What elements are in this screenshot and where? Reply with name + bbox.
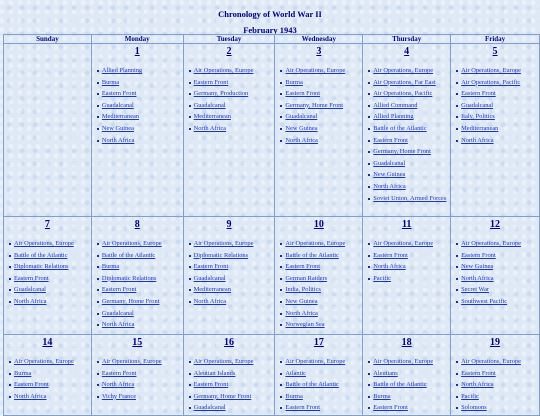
day-number-link[interactable]: 3: [316, 46, 322, 57]
topic-link[interactable]: Eastern Front: [373, 136, 408, 144]
topic-item: [451, 100, 539, 112]
topic-link[interactable]: Burma: [101, 78, 120, 86]
topic-link[interactable]: Burma: [285, 78, 303, 86]
topic-link[interactable]: North Africa: [461, 381, 494, 389]
weekday-header-thursday: Thursday: [363, 35, 451, 44]
topic-link[interactable]: Air Operations, Europe: [193, 67, 254, 74]
topic-item: [275, 308, 362, 320]
topic-link[interactable]: Battle of the Atlantic: [101, 251, 156, 259]
topic-item: [363, 100, 450, 112]
topic-item: [184, 296, 275, 308]
topic-item: [275, 123, 362, 135]
topic-link[interactable]: North Africa: [193, 124, 227, 132]
topic-item: [92, 319, 183, 331]
topic-item: [275, 296, 362, 308]
page-title: Chronology of World War II: [218, 9, 322, 19]
topic-item: [451, 296, 539, 308]
topic-item: [92, 261, 183, 273]
topic-link[interactable]: North Africa: [14, 392, 47, 400]
topic-link[interactable]: Air Operations, Europe: [461, 240, 521, 247]
topic-link[interactable]: Air Operations, Europe: [101, 358, 162, 365]
topic-link[interactable]: Battle of the Atlantic: [285, 381, 339, 389]
topic-link[interactable]: Germany, Home Front: [101, 297, 160, 305]
topic-list: [4, 232, 91, 308]
topic-link[interactable]: New Guinea: [101, 124, 134, 132]
topic-item: [92, 368, 183, 380]
topic-link[interactable]: Secret War: [461, 286, 490, 294]
topic-item: [363, 368, 450, 380]
topic-item: [451, 238, 539, 250]
topic-item: [4, 296, 91, 308]
topic-item: [184, 65, 275, 77]
topic-link[interactable]: Atlantic: [285, 369, 307, 377]
topic-list: [92, 59, 183, 146]
topic-link[interactable]: Air Operations, Far East: [373, 78, 436, 86]
day-cell: [4, 335, 92, 416]
topic-item: [184, 100, 275, 112]
topic-item: [275, 238, 362, 250]
topic-item: [451, 273, 539, 285]
topic-item: [4, 250, 91, 262]
topic-link[interactable]: Battle of the Atlantic: [285, 251, 339, 259]
topic-link[interactable]: Eastern Front: [285, 404, 321, 412]
weekday-header-row: [4, 35, 540, 44]
topic-link[interactable]: Guadalcanal: [193, 404, 226, 412]
topic-link[interactable]: Pacific: [373, 274, 391, 282]
topic-link[interactable]: Mediterranean: [193, 286, 231, 294]
topic-item: [363, 391, 450, 403]
month-heading: February 1943: [243, 25, 297, 35]
topic-link[interactable]: Diplomatic Relations: [14, 263, 69, 271]
topic-link[interactable]: German Raiders: [285, 274, 328, 282]
topic-item: [451, 368, 539, 380]
topic-item: [184, 77, 275, 89]
topic-link[interactable]: Guadalcanal: [14, 286, 46, 294]
topic-item: [92, 123, 183, 135]
topic-item: [92, 65, 183, 77]
topic-link[interactable]: Eastern Front: [101, 90, 137, 98]
topic-link[interactable]: Eastern Front: [373, 404, 408, 412]
topic-item: [363, 261, 450, 273]
day-cell: [183, 335, 275, 416]
topic-item: [184, 391, 275, 403]
topic-item: [275, 319, 362, 331]
topic-item: [451, 250, 539, 262]
topic-link[interactable]: Diplomatic Relations: [101, 274, 157, 282]
topic-link[interactable]: Allied Command: [373, 101, 418, 109]
topic-link[interactable]: Allied Planning: [101, 67, 143, 74]
topic-link[interactable]: Pacific: [461, 392, 479, 400]
topic-link[interactable]: Air Operations, Europe: [373, 67, 434, 74]
topic-item: [184, 88, 275, 100]
topic-link[interactable]: Diplomatic Relations: [193, 251, 249, 259]
topic-link[interactable]: Germany, Home Front: [373, 148, 431, 156]
topic-item: [4, 356, 91, 368]
topic-item: [451, 77, 539, 89]
topic-item: [451, 135, 539, 147]
topic-link[interactable]: North Africa: [101, 381, 135, 389]
topic-link[interactable]: Eastern Front: [101, 286, 137, 294]
day-cell: [451, 44, 540, 217]
topic-link[interactable]: Air Operations, Europe: [193, 358, 254, 365]
topic-item: [275, 356, 362, 368]
topic-link[interactable]: Italy, Politics: [461, 113, 495, 121]
day-number-link[interactable]: 16: [224, 337, 235, 348]
topic-link[interactable]: Air Operations, Pacific: [373, 90, 433, 98]
topic-item: [92, 88, 183, 100]
topic-link[interactable]: North Africa: [285, 309, 318, 317]
topic-link[interactable]: North Africa: [373, 263, 406, 271]
topic-link[interactable]: Air Operations, Europe: [285, 67, 346, 74]
topic-link[interactable]: New Guinea: [285, 124, 318, 132]
day-cell: [275, 217, 363, 335]
day-cell: [363, 44, 451, 217]
topic-link[interactable]: Germany, Home Front: [193, 392, 252, 400]
topic-item: [275, 77, 362, 89]
topic-link[interactable]: Eastern Front: [461, 369, 496, 377]
topic-list: [363, 59, 450, 202]
topic-link[interactable]: Air Operations, Europe: [14, 240, 74, 247]
topic-item: [184, 111, 275, 123]
topic-item: [92, 308, 183, 320]
topic-list: [451, 232, 539, 308]
topic-item: [451, 402, 539, 414]
topic-item: [363, 123, 450, 135]
day-number-link[interactable]: 5: [492, 46, 498, 57]
topic-list: [275, 350, 362, 414]
topic-item: [184, 402, 275, 414]
day-number-link[interactable]: 8: [134, 219, 140, 230]
topic-item: [184, 238, 275, 250]
topic-item: [92, 238, 183, 250]
topic-link[interactable]: Guadalcanal: [101, 309, 134, 317]
topic-link[interactable]: Eastern Front: [193, 381, 229, 389]
topic-link[interactable]: Eastern Front: [101, 369, 137, 377]
topic-link[interactable]: Air Operations, Europe: [461, 358, 521, 365]
topic-item: [363, 181, 450, 193]
topic-item: [275, 402, 362, 414]
topic-link[interactable]: Aleutian Islands: [193, 369, 236, 377]
topic-item: [92, 135, 183, 147]
week-row: [4, 44, 540, 217]
topic-item: [4, 284, 91, 296]
topic-item: [92, 100, 183, 112]
topic-link[interactable]: New Guinea: [461, 263, 494, 271]
topic-link[interactable]: Southwest Pacific: [461, 297, 508, 305]
topic-link[interactable]: Solomons: [461, 404, 487, 412]
topic-item: [92, 111, 183, 123]
topic-item: [184, 356, 275, 368]
topic-list: [184, 232, 275, 308]
topic-list: [4, 350, 91, 402]
day-cell: [363, 335, 451, 416]
topic-link[interactable]: Mediterranean: [193, 113, 231, 121]
topic-link[interactable]: New Guinea: [285, 297, 318, 305]
topic-link[interactable]: Burma: [285, 392, 303, 400]
day-number-link[interactable]: 1: [134, 46, 140, 57]
topic-link[interactable]: Soviet Union, Armed Forces: [373, 194, 447, 202]
topic-link[interactable]: Mediterranean: [461, 124, 499, 132]
topic-item: [92, 273, 183, 285]
topic-item: [92, 356, 183, 368]
weekday-header-friday: Friday: [451, 35, 540, 44]
day-number-link[interactable]: 7: [44, 219, 50, 230]
topic-link[interactable]: North Africa: [101, 136, 135, 144]
topic-link[interactable]: North Africa: [285, 136, 318, 144]
topic-item: [275, 250, 362, 262]
topic-list: [184, 350, 275, 414]
topic-link[interactable]: Guadalcanal: [285, 113, 318, 121]
day-number-link[interactable]: 4: [404, 46, 410, 57]
topic-link[interactable]: Air Operations, Europe: [14, 358, 74, 365]
day-number-link[interactable]: 14: [42, 337, 53, 348]
topic-item: [275, 273, 362, 285]
topic-item: [363, 379, 450, 391]
topic-item: [4, 368, 91, 380]
topic-item: [451, 111, 539, 123]
week-row: [4, 217, 540, 335]
day-cell: [4, 217, 92, 335]
topic-link[interactable]: Battle of the Atlantic: [373, 124, 427, 132]
topic-link[interactable]: Eastern Front: [285, 263, 321, 271]
topic-link[interactable]: Vichy France: [101, 392, 137, 400]
day-cell: [275, 335, 363, 416]
topic-link[interactable]: North Africa: [461, 136, 494, 144]
weekday-header-monday: Monday: [91, 35, 183, 44]
topic-item: [363, 193, 450, 202]
topic-link[interactable]: Battle of the Atlantic: [14, 251, 68, 259]
topic-link[interactable]: Eastern Front: [14, 274, 49, 282]
topic-link[interactable]: Eastern Front: [193, 263, 229, 271]
topic-link[interactable]: Burma: [14, 369, 32, 377]
topic-item: [92, 77, 183, 89]
topic-link[interactable]: Air Operations, Europe: [285, 358, 346, 365]
topic-link[interactable]: Guadalcanal: [193, 274, 226, 282]
topic-item: [92, 284, 183, 296]
day-number-link[interactable]: 11: [401, 219, 412, 230]
topic-list: [451, 350, 539, 414]
topic-link[interactable]: Eastern Front: [373, 251, 408, 259]
topic-link[interactable]: Aleutians: [373, 369, 398, 377]
topic-item: [275, 135, 362, 147]
day-cell: [183, 44, 275, 217]
topic-link[interactable]: Air Operations, Pacific: [461, 78, 521, 86]
topic-link[interactable]: North Africa: [373, 182, 406, 190]
topic-link[interactable]: Guadalcanal: [461, 101, 494, 109]
calendar-table: [3, 34, 540, 416]
day-number-link[interactable]: 19: [490, 337, 501, 348]
topic-item: [184, 123, 275, 135]
topic-item: [275, 379, 362, 391]
topic-link[interactable]: Germany, Production: [193, 90, 249, 98]
topic-list: [92, 350, 183, 402]
day-number-link[interactable]: 17: [313, 337, 324, 348]
topic-item: [451, 261, 539, 273]
topic-item: [275, 391, 362, 403]
topic-link[interactable]: North Africa: [193, 297, 227, 305]
topic-item: [451, 391, 539, 403]
topic-item: [451, 379, 539, 391]
topic-item: [275, 284, 362, 296]
day-cell: [91, 44, 183, 217]
topic-item: [363, 65, 450, 77]
topic-link[interactable]: Eastern Front: [14, 381, 49, 389]
day-cell: [4, 44, 92, 217]
day-number-link[interactable]: 12: [490, 219, 501, 230]
topic-link[interactable]: Eastern Front: [193, 78, 229, 86]
topic-list: [184, 59, 275, 135]
topic-item: [451, 65, 539, 77]
topic-item: [451, 356, 539, 368]
topic-item: [275, 88, 362, 100]
topic-link[interactable]: Norwegian Sea: [285, 321, 325, 329]
topic-item: [4, 261, 91, 273]
topic-list: [451, 59, 539, 146]
topic-link[interactable]: Eastern Front: [461, 90, 496, 98]
day-number-link[interactable]: 15: [132, 337, 143, 348]
topic-link[interactable]: North Africa: [461, 274, 494, 282]
topic-link[interactable]: Air Operations, Europe: [101, 240, 162, 247]
topic-list: [92, 232, 183, 331]
topic-link[interactable]: Air Operations, Europe: [461, 67, 521, 74]
topic-item: [4, 238, 91, 250]
topic-link[interactable]: Battle of the Atlantic: [373, 381, 427, 389]
topic-item: [92, 296, 183, 308]
topic-link[interactable]: Guadalcanal: [101, 101, 134, 109]
weekday-header-sunday: Sunday: [4, 35, 92, 44]
topic-link[interactable]: India, Politics: [285, 286, 321, 294]
topic-list: [275, 232, 362, 331]
topic-list: [275, 59, 362, 146]
day-cell: [275, 44, 363, 217]
day-cell: [363, 217, 451, 335]
day-number-link[interactable]: 9: [226, 219, 232, 230]
day-number-link[interactable]: 10: [313, 219, 324, 230]
topic-item: [363, 88, 450, 100]
topic-item: [363, 238, 450, 250]
topic-item: [92, 250, 183, 262]
topic-link[interactable]: Eastern Front: [285, 90, 321, 98]
topic-link[interactable]: North Africa: [14, 297, 47, 305]
topic-list: [363, 350, 450, 414]
day-cell: [91, 335, 183, 416]
topic-item: [363, 402, 450, 414]
week-row: [4, 335, 540, 416]
day-cell: [183, 217, 275, 335]
day-cell: [91, 217, 183, 335]
topic-link[interactable]: Allied Planning: [373, 113, 414, 121]
topic-link[interactable]: New Guinea: [373, 171, 406, 179]
topic-item: [275, 368, 362, 380]
topic-link[interactable]: Guadalcanal: [193, 101, 226, 109]
topic-item: [184, 250, 275, 262]
topic-item: [363, 135, 450, 147]
topic-link[interactable]: Burma: [373, 392, 391, 400]
topic-item: [275, 65, 362, 77]
topic-item: [4, 391, 91, 403]
weekday-header-wednesday: Wednesday: [275, 35, 363, 44]
day-number-link[interactable]: 2: [226, 46, 232, 57]
topic-link[interactable]: Germany, Home Front: [285, 101, 344, 109]
topic-item: [4, 379, 91, 391]
topic-item: [275, 261, 362, 273]
topic-item: [184, 273, 275, 285]
day-cell: [451, 335, 540, 416]
topic-item: [184, 261, 275, 273]
topic-item: [184, 284, 275, 296]
topic-link[interactable]: Air Operations, Europe: [285, 240, 346, 247]
topic-item: [275, 100, 362, 112]
day-number-link[interactable]: 18: [401, 337, 412, 348]
topic-item: [363, 158, 450, 170]
topic-link[interactable]: North Africa: [101, 321, 135, 329]
topic-item: [184, 368, 275, 380]
topic-item: [363, 273, 450, 285]
topic-item: [451, 88, 539, 100]
topic-item: [363, 169, 450, 181]
topic-item: [184, 379, 275, 391]
topic-link[interactable]: Burma: [101, 263, 120, 271]
topic-item: [451, 123, 539, 135]
topic-link[interactable]: Mediterranean: [101, 113, 140, 121]
topic-list: [363, 232, 450, 284]
topic-link[interactable]: Air Operations, Europe: [193, 240, 254, 247]
topic-item: [363, 146, 450, 158]
topic-item: [4, 273, 91, 285]
topic-item: [92, 391, 183, 403]
weekday-header-tuesday: Tuesday: [183, 35, 275, 44]
topic-item: [451, 284, 539, 296]
day-cell: [451, 217, 540, 335]
topic-item: [275, 111, 362, 123]
topic-item: [92, 379, 183, 391]
topic-item: [363, 77, 450, 89]
topic-link[interactable]: Air Operations, Europe: [373, 358, 434, 365]
topic-link[interactable]: Guadalcanal: [373, 159, 406, 167]
topic-link[interactable]: Eastern Front: [461, 251, 496, 259]
topic-item: [363, 250, 450, 262]
topic-link[interactable]: Air Operations, Europe: [373, 240, 434, 247]
topic-item: [363, 356, 450, 368]
topic-item: [363, 111, 450, 123]
